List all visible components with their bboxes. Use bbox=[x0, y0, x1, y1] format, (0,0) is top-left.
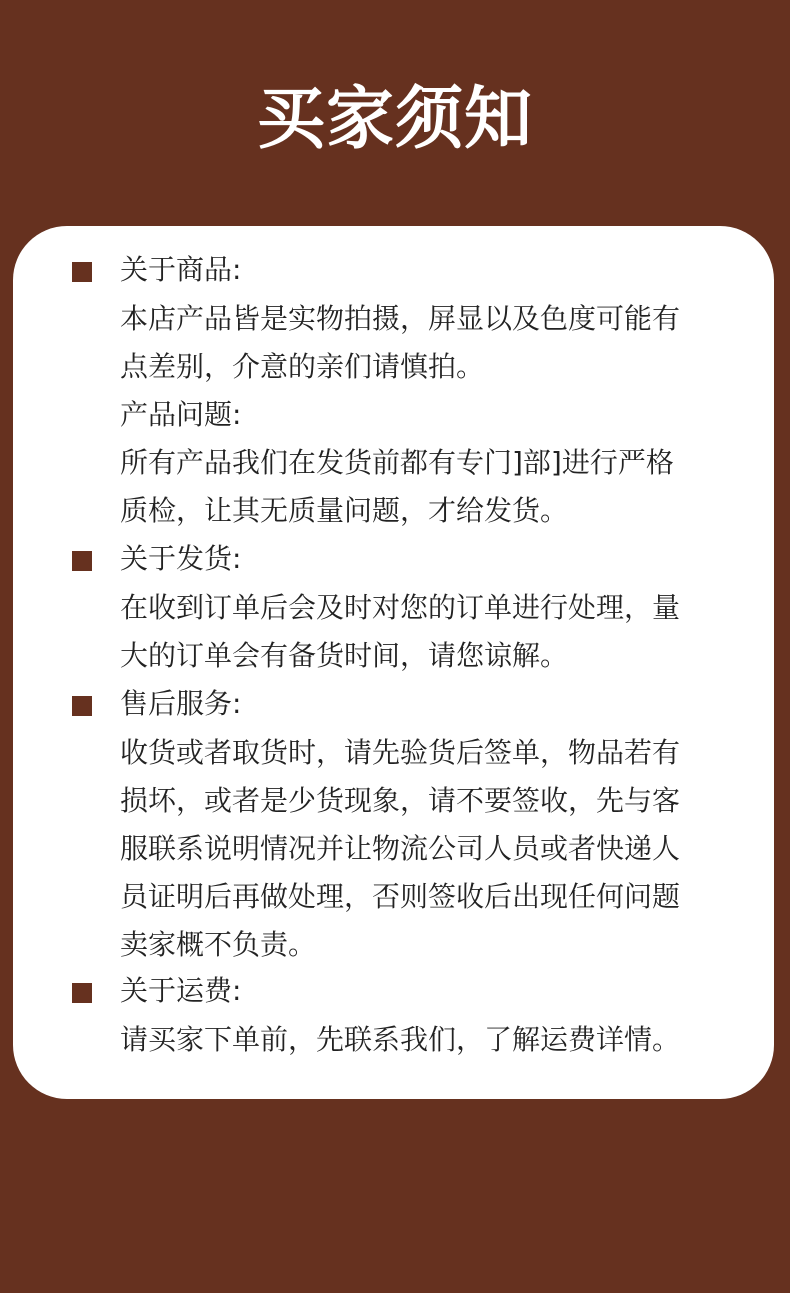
sub-heading: 产品问题: bbox=[120, 398, 242, 431]
section-heading: 关于运费: bbox=[120, 974, 242, 1007]
square-bullet-icon bbox=[72, 262, 92, 282]
body-line: 请买家下单前，先联系我们，了解运费详情。 bbox=[120, 1023, 681, 1056]
notice-card bbox=[13, 226, 774, 1099]
section-body bbox=[120, 295, 730, 391]
body-line: 损坏，或者是少货现象，请不要签收，先与客 bbox=[120, 784, 681, 817]
body-line: 员证明后再做处理，否则签收后出现任何问题 bbox=[120, 880, 681, 913]
page-title: 买家须知 bbox=[256, 80, 533, 159]
section-heading: 售后服务: bbox=[120, 687, 242, 720]
square-bullet-icon bbox=[72, 983, 92, 1003]
body-line: 大的订单会有备货时间，请您谅解。 bbox=[120, 639, 569, 672]
body-line: 点差别，介意的亲们请慎拍。 bbox=[120, 350, 485, 383]
section-heading: 关于商品: bbox=[120, 253, 242, 286]
body-line: 本店产品皆是实物拍摄，屏显以及色度可能有 bbox=[120, 302, 681, 335]
body-line: 质检，让其无质量问题，才给发货。 bbox=[120, 494, 569, 527]
section-heading: 关于发货: bbox=[120, 542, 242, 575]
section-body bbox=[120, 584, 730, 680]
body-line: 收货或者取货时，请先验货后签单，物品若有 bbox=[120, 736, 681, 769]
section-body bbox=[120, 729, 730, 969]
square-bullet-icon bbox=[72, 696, 92, 716]
sub-body bbox=[120, 439, 730, 535]
body-line: 在收到订单后会及时对您的订单进行处理，量 bbox=[120, 591, 681, 624]
body-line: 卖家概不负责。 bbox=[120, 928, 317, 961]
body-line: 所有产品我们在发货前都有专门]部]进行严格 bbox=[120, 446, 674, 479]
square-bullet-icon bbox=[72, 551, 92, 571]
section-body bbox=[120, 1016, 730, 1064]
body-line: 服联系说明情况并让物流公司人员或者快递人 bbox=[120, 832, 681, 865]
